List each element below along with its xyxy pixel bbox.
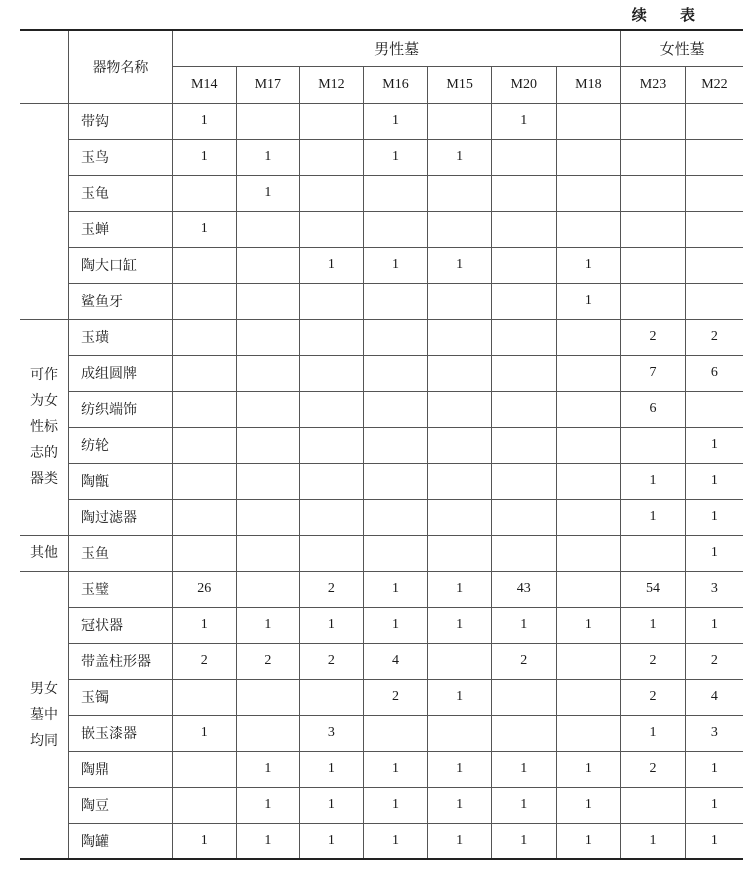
count-cell (363, 211, 428, 247)
count-cell: 1 (491, 751, 556, 787)
table-row (20, 319, 743, 355)
count-cell (300, 535, 364, 571)
count-cell (621, 787, 686, 823)
count-cell (236, 391, 300, 427)
count-cell: 1 (685, 427, 743, 463)
count-cell: 3 (685, 571, 743, 607)
count-cell: 1 (300, 607, 364, 643)
count-cell: 6 (621, 391, 686, 427)
count-cell: 1 (236, 175, 300, 211)
count-cell (363, 715, 428, 751)
count-cell (685, 103, 743, 139)
count-cell (621, 283, 686, 319)
count-cell: 1 (685, 499, 743, 535)
item-name: 玉蝉 (68, 211, 172, 247)
item-name: 鲨鱼牙 (68, 283, 172, 319)
count-cell: 54 (621, 571, 686, 607)
count-cell (491, 247, 556, 283)
count-cell: 1 (685, 751, 743, 787)
count-cell (491, 175, 556, 211)
category-line: 可作 (29, 367, 58, 383)
table-row (20, 355, 743, 391)
count-cell (428, 463, 492, 499)
item-name: 陶大口缸 (68, 247, 172, 283)
count-cell (556, 427, 621, 463)
category-line: 器类 (29, 471, 58, 487)
count-cell (300, 463, 364, 499)
count-cell (428, 535, 492, 571)
table-row (20, 247, 743, 283)
count-cell (236, 715, 300, 751)
count-cell: 1 (428, 787, 492, 823)
count-cell: 1 (491, 103, 556, 139)
count-cell: 3 (685, 715, 743, 751)
table-row (20, 571, 743, 607)
item-name: 玉龟 (68, 175, 172, 211)
count-cell (300, 175, 364, 211)
item-name: 玉鸟 (68, 139, 172, 175)
count-cell (556, 103, 621, 139)
tomb-id-header: M15 (428, 66, 492, 103)
count-cell (621, 211, 686, 247)
count-cell: 1 (363, 103, 428, 139)
count-cell (621, 139, 686, 175)
count-cell (428, 355, 492, 391)
category-cell (20, 319, 68, 535)
count-cell: 1 (363, 751, 428, 787)
count-cell (428, 103, 492, 139)
count-cell (236, 355, 300, 391)
count-cell: 1 (300, 787, 364, 823)
category-line: 性标 (29, 419, 58, 435)
count-cell: 1 (363, 787, 428, 823)
count-cell (428, 211, 492, 247)
count-cell (428, 427, 492, 463)
table-row (20, 715, 743, 751)
count-cell: 1 (428, 607, 492, 643)
item-name: 成组圆牌 (68, 355, 172, 391)
count-cell: 1 (363, 247, 428, 283)
count-cell: 2 (621, 679, 686, 715)
count-cell (428, 175, 492, 211)
count-cell: 1 (363, 823, 428, 859)
count-cell: 1 (236, 751, 300, 787)
count-cell: 1 (172, 211, 236, 247)
count-cell (300, 319, 364, 355)
count-cell: 1 (428, 247, 492, 283)
tomb-id-header: M17 (236, 66, 300, 103)
category-line: 墓中 (29, 706, 58, 723)
item-name: 纺轮 (68, 427, 172, 463)
category-line: 为女 (29, 393, 58, 409)
count-cell (556, 463, 621, 499)
count-cell (491, 283, 556, 319)
count-cell (236, 535, 300, 571)
count-cell (172, 427, 236, 463)
count-cell (363, 355, 428, 391)
count-cell (236, 319, 300, 355)
count-cell (172, 175, 236, 211)
table-row (20, 679, 743, 715)
tomb-id-header: M22 (685, 66, 743, 103)
count-cell (172, 391, 236, 427)
count-cell: 1 (428, 823, 492, 859)
count-cell: 2 (172, 643, 236, 679)
table-row (20, 463, 743, 499)
count-cell: 4 (685, 679, 743, 715)
count-cell (556, 643, 621, 679)
table-row (20, 391, 743, 427)
count-cell (172, 535, 236, 571)
count-cell (491, 427, 556, 463)
table-row (20, 823, 743, 859)
table-row (20, 139, 743, 175)
count-cell (172, 463, 236, 499)
count-cell (556, 355, 621, 391)
count-cell: 1 (428, 751, 492, 787)
count-cell: 1 (556, 247, 621, 283)
count-cell (428, 499, 492, 535)
count-cell: 1 (172, 823, 236, 859)
count-cell: 1 (491, 823, 556, 859)
count-cell (685, 175, 743, 211)
count-cell: 1 (236, 607, 300, 643)
count-cell (685, 391, 743, 427)
item-name: 陶豆 (68, 787, 172, 823)
count-cell (236, 571, 300, 607)
count-cell (236, 103, 300, 139)
count-cell (363, 283, 428, 319)
count-cell: 3 (300, 715, 364, 751)
count-cell: 1 (172, 715, 236, 751)
count-cell (685, 211, 743, 247)
count-cell (491, 355, 556, 391)
count-cell: 1 (556, 283, 621, 319)
category-cell (20, 571, 68, 859)
item-name: 陶过滤器 (68, 499, 172, 535)
count-cell (556, 175, 621, 211)
count-cell: 1 (685, 463, 743, 499)
count-cell: 43 (491, 571, 556, 607)
count-cell (556, 139, 621, 175)
count-cell (363, 391, 428, 427)
count-cell (491, 499, 556, 535)
count-cell (428, 643, 492, 679)
count-cell: 2 (300, 571, 364, 607)
count-cell: 1 (172, 607, 236, 643)
count-cell (556, 715, 621, 751)
table-header (20, 30, 743, 103)
count-cell: 1 (236, 823, 300, 859)
count-cell (300, 499, 364, 535)
count-cell (236, 499, 300, 535)
item-name: 玉镯 (68, 679, 172, 715)
count-cell: 1 (363, 139, 428, 175)
count-cell (300, 103, 364, 139)
table-row (20, 535, 743, 571)
count-cell (300, 139, 364, 175)
count-cell (491, 463, 556, 499)
count-cell: 26 (172, 571, 236, 607)
count-cell (172, 247, 236, 283)
count-cell (172, 499, 236, 535)
count-cell (491, 535, 556, 571)
item-name: 纺织端饰 (68, 391, 172, 427)
tomb-group-header: 女性墓 (621, 30, 743, 66)
count-cell (428, 319, 492, 355)
category-line: 均同 (29, 732, 58, 749)
count-cell: 1 (428, 139, 492, 175)
item-name: 嵌玉漆器 (68, 715, 172, 751)
tomb-id-header: M20 (491, 66, 556, 103)
item-name: 陶罐 (68, 823, 172, 859)
tomb-id-header: M12 (300, 66, 364, 103)
count-cell: 1 (556, 607, 621, 643)
count-cell: 1 (685, 787, 743, 823)
count-cell (300, 679, 364, 715)
count-cell (236, 679, 300, 715)
count-cell: 6 (685, 355, 743, 391)
count-cell: 1 (428, 679, 492, 715)
count-cell: 2 (363, 679, 428, 715)
item-name: 玉璧 (68, 571, 172, 607)
count-cell: 1 (236, 139, 300, 175)
category-line: 志的 (29, 445, 58, 461)
count-cell: 1 (491, 607, 556, 643)
count-cell: 2 (491, 643, 556, 679)
count-cell (172, 751, 236, 787)
name-column-header: 器物名称 (68, 30, 172, 103)
tomb-id-header: M23 (621, 66, 686, 103)
count-cell (300, 391, 364, 427)
count-cell (491, 391, 556, 427)
count-cell (556, 679, 621, 715)
item-name: 冠状器 (68, 607, 172, 643)
table-row (20, 787, 743, 823)
count-cell (363, 175, 428, 211)
table-row (20, 499, 743, 535)
count-cell (556, 571, 621, 607)
count-cell (685, 139, 743, 175)
count-cell (621, 247, 686, 283)
tomb-id-header: M14 (172, 66, 236, 103)
count-cell (363, 427, 428, 463)
count-cell (556, 211, 621, 247)
count-cell: 2 (621, 643, 686, 679)
count-cell (491, 211, 556, 247)
count-cell: 2 (621, 319, 686, 355)
count-cell: 1 (363, 571, 428, 607)
tomb-artifact-table (20, 29, 743, 860)
count-cell (428, 715, 492, 751)
count-cell: 1 (685, 823, 743, 859)
table-row (20, 175, 743, 211)
count-cell (685, 283, 743, 319)
count-cell (363, 499, 428, 535)
count-cell (300, 283, 364, 319)
count-cell (621, 175, 686, 211)
count-cell (556, 535, 621, 571)
count-cell (428, 391, 492, 427)
tomb-id-header: M16 (363, 66, 428, 103)
count-cell: 2 (236, 643, 300, 679)
count-cell (491, 679, 556, 715)
count-cell (685, 247, 743, 283)
count-cell (621, 103, 686, 139)
corner-cell (20, 30, 68, 103)
table-row (20, 751, 743, 787)
table-row (20, 607, 743, 643)
count-cell: 2 (685, 319, 743, 355)
count-cell (363, 319, 428, 355)
count-cell: 1 (236, 787, 300, 823)
count-cell: 1 (621, 463, 686, 499)
count-cell: 2 (685, 643, 743, 679)
count-cell: 7 (621, 355, 686, 391)
count-cell (428, 283, 492, 319)
table-body (20, 103, 743, 859)
count-cell (236, 427, 300, 463)
count-cell (236, 247, 300, 283)
count-cell (236, 463, 300, 499)
count-cell: 1 (300, 823, 364, 859)
count-cell (491, 715, 556, 751)
count-cell (172, 355, 236, 391)
count-cell (621, 535, 686, 571)
count-cell: 1 (172, 103, 236, 139)
count-cell: 1 (685, 607, 743, 643)
category-cell (20, 535, 68, 571)
count-cell (491, 319, 556, 355)
tomb-group-header: 男性墓 (172, 30, 620, 66)
continued-label: 续 表 (631, 6, 709, 24)
count-cell (556, 391, 621, 427)
item-name: 玉璜 (68, 319, 172, 355)
table-row (20, 103, 743, 139)
count-cell: 1 (556, 823, 621, 859)
count-cell: 1 (621, 607, 686, 643)
count-cell: 2 (300, 643, 364, 679)
count-cell: 1 (621, 499, 686, 535)
count-cell: 1 (172, 139, 236, 175)
count-cell (363, 535, 428, 571)
count-cell: 2 (621, 751, 686, 787)
count-cell (300, 355, 364, 391)
table-row (20, 283, 743, 319)
item-name: 陶甑 (68, 463, 172, 499)
count-cell (491, 139, 556, 175)
count-cell: 1 (428, 571, 492, 607)
table-row (20, 643, 743, 679)
count-cell: 1 (300, 751, 364, 787)
category-line: 其他 (29, 545, 58, 561)
category-line: 男女 (29, 680, 58, 697)
item-name: 陶鼎 (68, 751, 172, 787)
category-cell (20, 103, 68, 319)
tomb-id-header: M18 (556, 66, 621, 103)
count-cell: 4 (363, 643, 428, 679)
count-cell: 1 (621, 715, 686, 751)
count-cell: 1 (556, 787, 621, 823)
count-cell: 1 (556, 751, 621, 787)
count-cell (236, 211, 300, 247)
count-cell (172, 679, 236, 715)
count-cell (300, 427, 364, 463)
count-cell: 1 (685, 535, 743, 571)
count-cell (556, 499, 621, 535)
count-cell: 1 (363, 607, 428, 643)
count-cell: 1 (491, 787, 556, 823)
count-cell (300, 211, 364, 247)
count-cell: 1 (621, 823, 686, 859)
count-cell (172, 787, 236, 823)
item-name: 带盖柱形器 (68, 643, 172, 679)
count-cell (172, 283, 236, 319)
count-cell (236, 283, 300, 319)
table-row (20, 211, 743, 247)
item-name: 玉鱼 (68, 535, 172, 571)
count-cell (621, 427, 686, 463)
item-name: 带钩 (68, 103, 172, 139)
count-cell: 1 (300, 247, 364, 283)
table-row (20, 427, 743, 463)
count-cell (172, 319, 236, 355)
count-cell (363, 463, 428, 499)
count-cell (556, 319, 621, 355)
